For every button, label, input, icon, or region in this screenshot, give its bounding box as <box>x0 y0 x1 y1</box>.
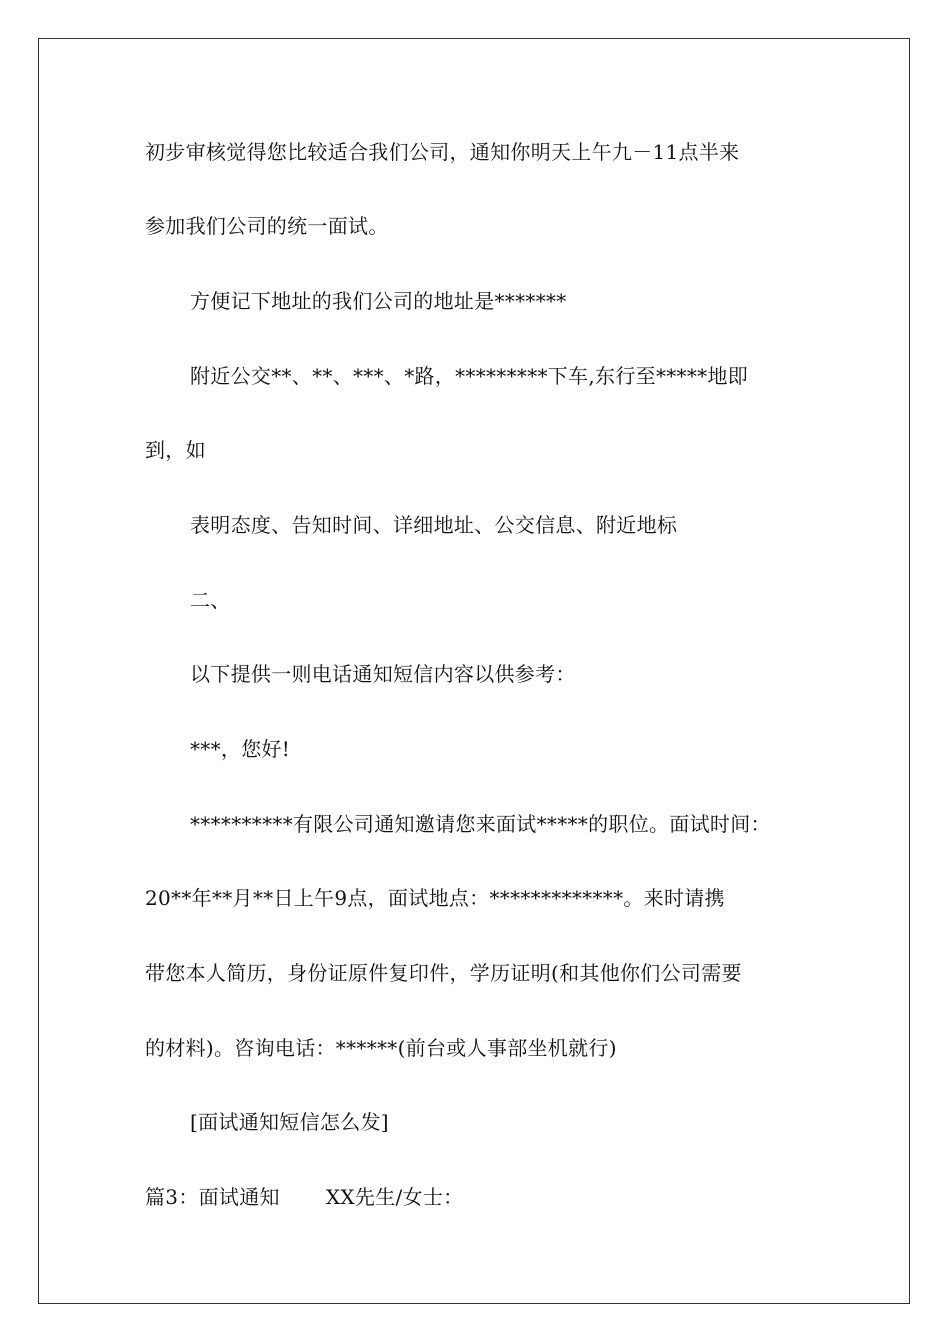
section-heading-line <box>145 1183 463 1211</box>
paragraph-line-1: 初步审核觉得您比较适合我们公司，通知你明天上午九－11点半来 <box>145 140 740 164</box>
paragraph-line-5: 到，如 <box>145 438 206 462</box>
paragraph-line-9: ***，您好! <box>190 737 291 761</box>
paragraph-line-6: 表明态度、告知时间、详细地址、公交信息、附近地标 <box>190 513 678 537</box>
paragraph-line-13: 的材料)。咨询电话：******(前台或人事部坐机就行) <box>145 1036 617 1060</box>
paragraph-line-7: 二、 <box>190 588 231 612</box>
paragraph-line-11: 20**年**月**日上午9点，面试地点：*************。来时请携 <box>145 886 725 910</box>
paragraph-line-3: 方便记下地址的我们公司的地址是******* <box>190 289 567 313</box>
section-heading: 篇3：面试通知 <box>145 1185 280 1209</box>
paragraph-line-8: 以下提供一则电话通知短信内容以供参考： <box>190 662 576 686</box>
paragraph-line-4: 附近公交**、**、***、*路，*********下车,东行至*****地即 <box>190 364 749 388</box>
paragraph-line-12: 带您本人简历，身份证原件复印件，学历证明(和其他你们公司需要 <box>145 961 742 985</box>
paragraph-line-10: **********有限公司通知邀请您来面试*****的职位。面试时间： <box>190 812 771 836</box>
paragraph-line-14: [面试通知短信怎么发] <box>190 1110 389 1134</box>
paragraph-line-2: 参加我们公司的统一面试。 <box>145 214 389 238</box>
salutation: XX先生/女士： <box>325 1185 464 1209</box>
